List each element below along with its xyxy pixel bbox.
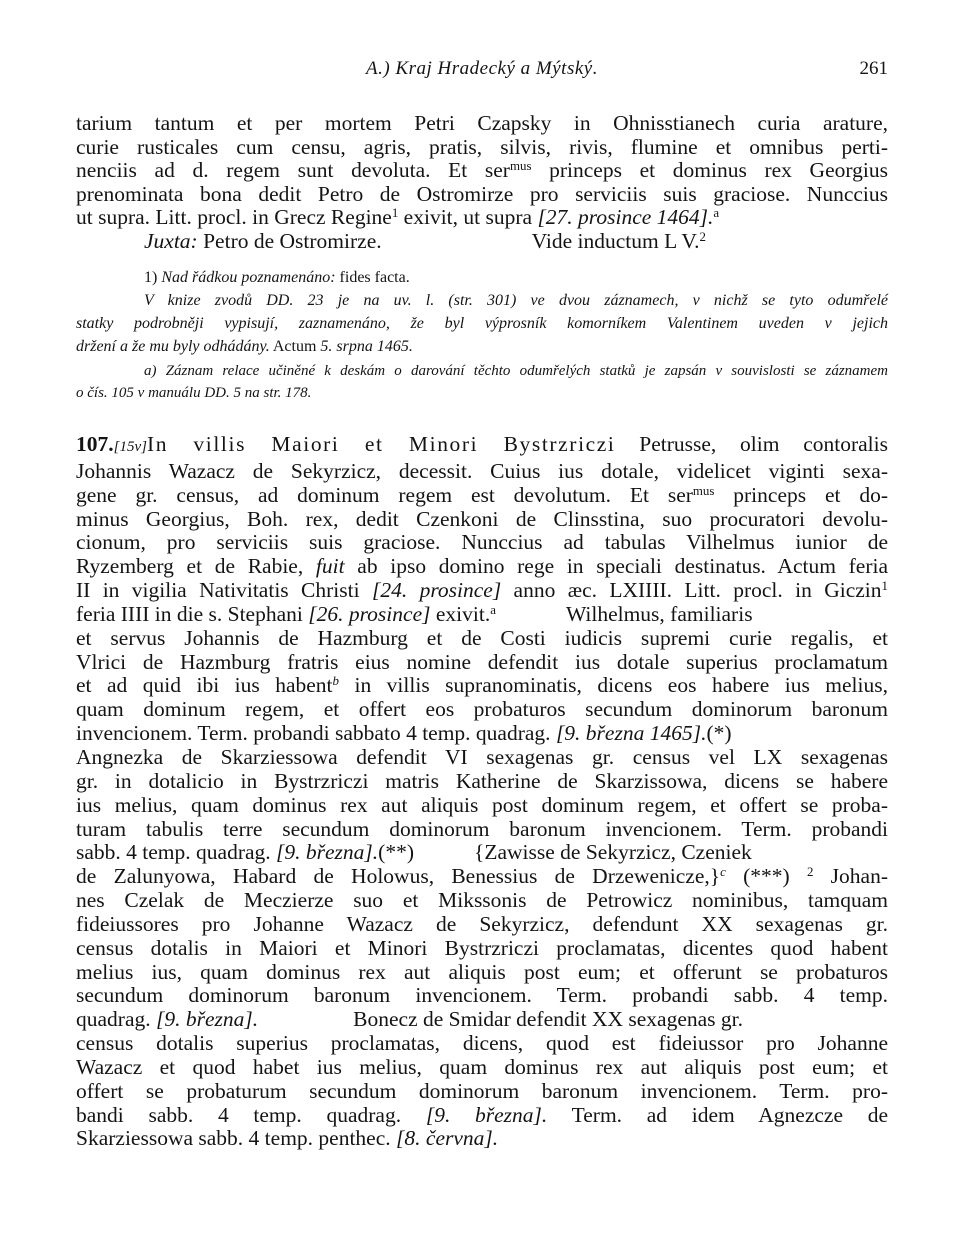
text-line: Juxta: Petro de Ostromirze. Vide inductum L V.$^2$ xyxy=(144,228,706,253)
text-line: tarium tantum et per mortem Petri Czapsky in Ohnisstianech curia arature, xyxy=(76,111,888,135)
text-line: feria IIII in die s. Stephani [26. prosince] exivit.$^a$ Wilhelmus, familiaris xyxy=(76,601,753,626)
text-line: Ryzemberg et de Rabie, fuit ab ipso domino rege in speciali destinatus. Actum feria xyxy=(76,554,889,579)
text-line: nes Czelak de Meczierze suo et Mikssonis de Petrowicz nominibus, tamquam xyxy=(76,888,888,913)
footnote-2: V knize zvodů DD. 23 je na uv. l. (str. 301) ve dvou záznamech, v nichž se tyto odumřelé xyxy=(144,292,888,309)
running-head xyxy=(76,58,888,84)
text-line: Skarziessowa sabb. 4 temp. penthec. [8. června]. xyxy=(76,1126,499,1151)
text-line: et servus Johannis de Hazmburg et de Costi iudicis supremi curie regalis, et xyxy=(76,625,888,650)
footnote-2-line: držení a že mu byly odhádány. Actum 5. srpna 1465. xyxy=(76,338,413,355)
footnote-1: 1) Nad řádkou poznamenáno: fides facta. xyxy=(144,269,410,286)
text-line: gene gr. census, ad dominum regem est devolutum. Et ser$^{mus}$ princeps et do- xyxy=(76,482,888,507)
intro-paragraph xyxy=(76,112,888,254)
text-line: et ad quid ibi ius habent$^b$ in villis supranominatis, dicens eos habere ius melius, xyxy=(76,673,888,698)
running-head-title: A.) Kraj Hradecký a Mýtský. xyxy=(366,58,598,79)
text-line: prenominata bona dedit Petro de Ostromirze pro serviciis suis graciose. Nunccius xyxy=(76,181,888,206)
text-line: Wazacz et quod habet ius melius, quam dominus rex aut aliquis post eum; et xyxy=(76,1054,888,1079)
text-line: invencionem. Term. probandi sabbato 4 temp. quadrag. [9. března 1465].(*) xyxy=(76,721,732,746)
text-line: offert se probaturum secundum dominorum baronum invencionem. Term. pro- xyxy=(76,1078,888,1103)
text-line: curie rusticales cum censu, agris, pratis, silvis, rivis, flumine et omnibus perti- xyxy=(76,134,888,159)
page-number: 261 xyxy=(859,58,888,79)
text-line: secundum dominorum baronum invencionem. Term. probandi sabb. 4 temp. xyxy=(76,983,888,1008)
text-line: turam tabulis terre secundum dominorum baronum invencionem. Term. probandi xyxy=(76,816,888,841)
text-line: quadrag. [9. března]. Bonecz de Smidar defendit XX sexagenas gr. xyxy=(76,1007,744,1032)
text-line: minus Georgius, Boh. rex, dedit Czenkoni de Clinsstina, suo procuratori devolu- xyxy=(76,506,888,531)
text-line: melius ius, quam dominus rex aut aliquis post eum; et offerunt se probaturos xyxy=(76,959,888,984)
text-line: gr. in dotalicio in Bystrzriczi matris Katherine de Skarzissowa, dicens se habere xyxy=(76,768,888,793)
text-line: nenciis ad d. regem sunt devoluta. Et ser$^{mus}$ princeps et dominus rex Georgius xyxy=(76,158,888,183)
text-line: census dotalis in Maiori et Minori Bystrzriczi proclamatas, dicentes quod habent xyxy=(76,935,888,960)
footnote-a-line: o čís. 105 v manuálu DD. 5 na str. 178. xyxy=(76,385,312,401)
text-line: II in vigilia Nativitatis Christi [24. prosince] anno æc. LXIIII. Litt. procl. in Giczin$^1$ xyxy=(76,578,888,603)
text-line: bandi sabb. 4 temp. quadrag. [9. března]. Term. ad idem Agnezcze de xyxy=(76,1102,888,1127)
text-line: ut supra. Litt. procl. in Grecz Regine$^1$ exivit, ut supra [27. prosince 1464].$^a$ xyxy=(76,205,720,230)
text-line: de Zalunyowa, Habard de Holowus, Benessius de Drzewenicze,}$^c$ (***) $^2$ Johan- xyxy=(76,864,888,889)
entry-107 xyxy=(76,433,888,1151)
footnotes xyxy=(76,266,888,358)
text-line: ius melius, quam dominus rex aut aliquis post dominum regem, et offert se proba- xyxy=(76,792,888,817)
text-line: census dotalis superius proclamatas, dicens, quod est fideiussor pro Johanne xyxy=(76,1031,888,1056)
text-line: Johannis Wazacz de Sekyrzicz, decessit. Cuius ius dotale, videlicet viginti sexa- xyxy=(76,458,888,483)
folio-mark: [15v] xyxy=(113,439,147,455)
text-line: sabb. 4 temp. quadrag. [9. března].(**) {Zawisse de Sekyrzicz, Czeniek xyxy=(76,840,752,865)
footnote-a-line: a) Záznam relace učiněné k deskám o darování těchto odumřelých statků je zapsán v souvislosti se záznamem xyxy=(144,363,889,379)
entry-107-first-line: 107.[15v]In villis Maiori et Minori Bystrzriczi Petrusse, olim contoralis xyxy=(76,432,888,456)
footnote-2-line: statky podrobněji vypisují, zaznamenáno, že byl výprosník komorníkem Valentinem uveden v jejich xyxy=(76,315,888,332)
text-line: Angnezka de Skarziessowa defendit VI sexagenas gr. census vel LX sexagenas xyxy=(76,744,888,769)
text-line: fideiussores pro Johanne Wazacz de Sekyrzicz, defendunt XX sexagenas gr. xyxy=(76,911,888,936)
text-line: cionum, pro serviciis suis graciose. Nunccius ad tabulas Vilhelmus iunior de xyxy=(76,530,888,555)
footnote-a xyxy=(76,360,888,404)
text-line: quam dominum regem, et offert eos probaturos secundum dominorum baronum xyxy=(76,697,888,722)
text-line: Vlrici de Hazmburg fratris eius nomine defendit ius dotale superius proclamatum xyxy=(76,649,888,674)
entry-number: 107. xyxy=(76,432,114,456)
